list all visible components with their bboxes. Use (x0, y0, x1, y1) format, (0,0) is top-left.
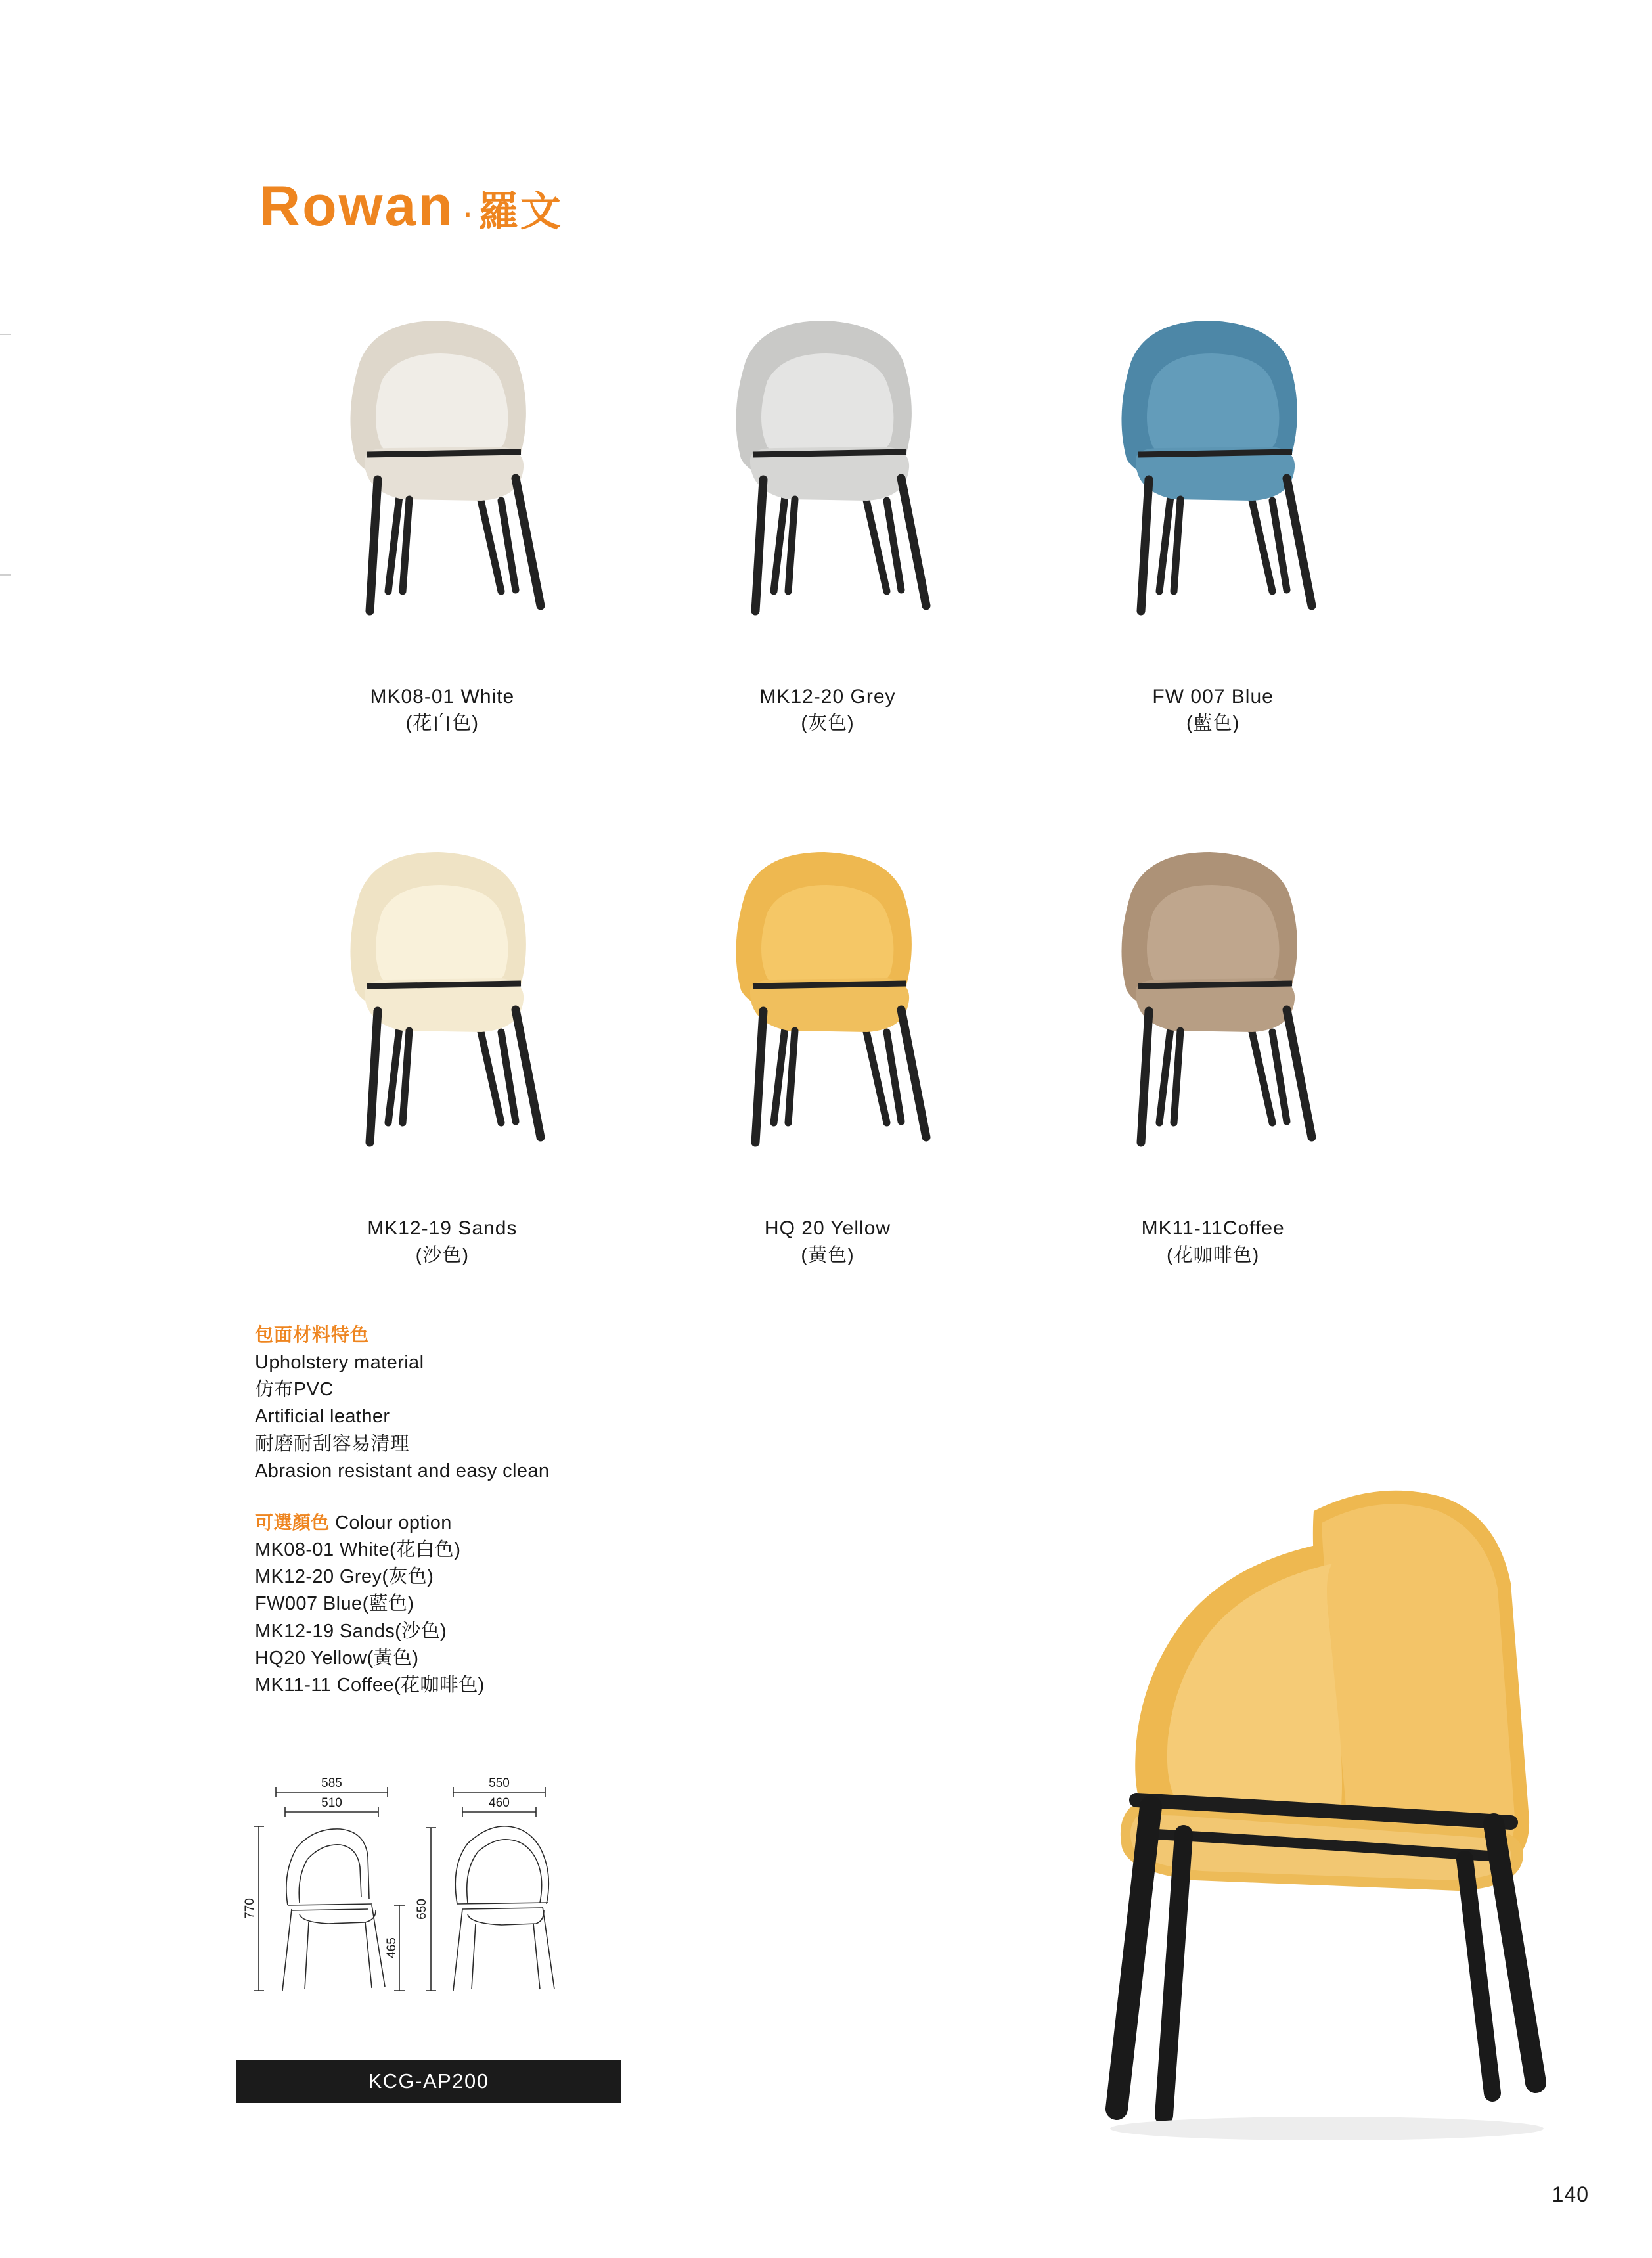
colour-option-item: FW007 Blue(藍色) (255, 1593, 414, 1615)
dim-770: 770 (243, 1898, 257, 1919)
bleed-mark-bottom (0, 574, 11, 576)
dim-650: 650 (415, 1899, 429, 1920)
upholstery-line: Artificial leather (255, 1406, 390, 1428)
product-code-zh: (黃色) (801, 1244, 855, 1266)
product-code-zh: (灰色) (801, 713, 855, 734)
colour-option-item: MK12-19 Sands(沙色) (255, 1620, 447, 1642)
product-card (250, 814, 635, 1268)
dimension-drawing (236, 1774, 644, 2056)
chair-image-blue (1075, 282, 1351, 677)
colour-option-heading (255, 1510, 715, 1537)
colour-option-item: MK08-01 White(花白色) (255, 1539, 461, 1561)
colour-option-item: HQ20 Yellow(黃色) (255, 1647, 419, 1669)
product-row (250, 282, 1406, 736)
product-caption (759, 683, 895, 736)
product-row (250, 814, 1406, 1268)
title-separator: · (460, 190, 474, 234)
chair-image-white (304, 282, 580, 677)
chair-image-sands (304, 814, 580, 1208)
dim-550: 550 (489, 1776, 510, 1790)
colour-option-item: MK12-20 Grey(灰色) (255, 1566, 434, 1588)
product-card (1020, 282, 1406, 736)
product-caption (765, 1215, 891, 1268)
product-card (635, 814, 1021, 1268)
specification-block (255, 1321, 715, 1699)
chair-image-coffee (1075, 814, 1351, 1208)
upholstery-heading: 包面材料特色 (255, 1324, 370, 1345)
product-code: MK12-19 Sands (367, 1217, 518, 1240)
upholstery-line: Upholstery material (255, 1352, 424, 1373)
colour-option-item: MK11-11 Coffee(花咖啡色) (255, 1674, 485, 1696)
product-code-zh: (花咖啡色) (1166, 1244, 1260, 1266)
product-caption (367, 1215, 517, 1268)
page-title (259, 174, 562, 239)
product-card (250, 282, 635, 736)
upholstery-line: Abrasion resistant and easy clean (255, 1460, 550, 1481)
dim-585: 585 (321, 1776, 342, 1790)
hero-chair-image (920, 1347, 1576, 2168)
product-code-zh: (花白色) (405, 713, 479, 734)
dim-460: 460 (489, 1796, 510, 1810)
product-code-zh: (沙色) (415, 1244, 469, 1266)
product-code: MK12-20 Grey (759, 686, 896, 708)
model-code-bar: KCG-AP200 (236, 2060, 621, 2103)
dim-510: 510 (321, 1796, 342, 1810)
product-code-zh: (藍色) (1186, 713, 1240, 734)
product-code: MK08-01 White (370, 686, 515, 708)
product-code: MK11-11Coffee (1141, 1217, 1285, 1240)
product-card (1020, 814, 1406, 1268)
product-code: FW 007 Blue (1152, 686, 1274, 708)
product-caption (370, 683, 514, 736)
chair-image-grey (690, 282, 966, 677)
product-caption (1142, 1215, 1285, 1268)
product-card (635, 282, 1021, 736)
upholstery-line: 仿布PVC (255, 1379, 334, 1401)
product-caption (1152, 683, 1273, 736)
upholstery-line: 耐磨耐刮容易清理 (255, 1433, 410, 1455)
colour-option-heading-en: Colour option (329, 1512, 452, 1533)
colour-option-heading-zh: 可選顏色 (255, 1512, 330, 1533)
title-chinese: 羅文 (478, 189, 562, 235)
dim-465: 465 (385, 1937, 399, 1958)
chair-image-yellow (690, 814, 966, 1208)
product-code: HQ 20 Yellow (764, 1217, 891, 1240)
title-english: Rowan (259, 175, 455, 238)
spacer (255, 1485, 715, 1510)
page-number: 140 (1552, 2182, 1589, 2206)
bleed-mark-top (0, 334, 11, 335)
product-grid (250, 282, 1406, 1269)
